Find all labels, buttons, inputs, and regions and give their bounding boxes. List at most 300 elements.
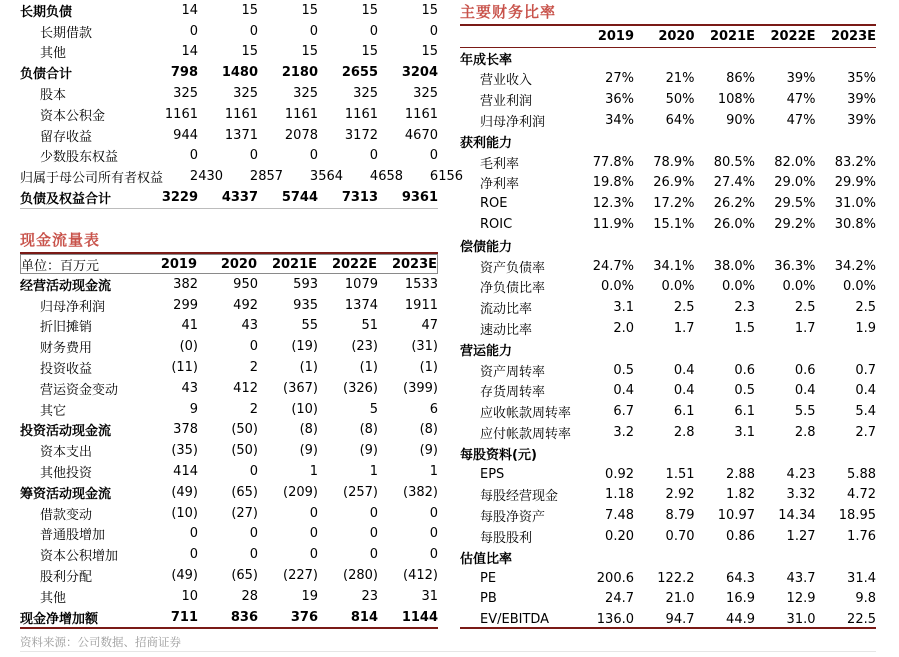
table-cell: 31.0 xyxy=(786,612,816,628)
row-label: 归母净利润 xyxy=(40,299,106,315)
table-row xyxy=(460,339,876,360)
row-label: 负债及权益合计 xyxy=(20,192,112,208)
table-row xyxy=(460,256,876,277)
year-header: 2022E xyxy=(770,28,816,44)
table-cell: 64.3 xyxy=(726,570,755,586)
table-cell: 43 xyxy=(181,380,198,396)
table-cell: (0) xyxy=(179,339,198,355)
table-cell: 0 xyxy=(429,23,438,39)
table-cell: 1161 xyxy=(344,106,378,122)
table-cell: 1144 xyxy=(401,609,438,625)
table-cell: 36.3% xyxy=(774,258,816,274)
row-label: 资本公积金 xyxy=(40,108,106,124)
table-row xyxy=(460,381,876,402)
table-cell: 1079 xyxy=(344,276,378,292)
table-cell: 6.1 xyxy=(734,404,755,420)
row-label: 资本支出 xyxy=(40,445,93,461)
table-cell: (326) xyxy=(343,380,378,396)
table-row xyxy=(460,568,876,589)
table-cell: (412) xyxy=(403,568,438,584)
table-cell: (209) xyxy=(283,484,318,500)
table-cell: 2.88 xyxy=(726,466,755,482)
row-label: 普通股增加 xyxy=(40,528,106,544)
table-row xyxy=(460,69,876,90)
table-cell: 43 xyxy=(241,318,258,334)
table-cell: 5.4 xyxy=(855,404,876,420)
table-cell: (50) xyxy=(231,422,258,438)
year-header: 2019 xyxy=(160,256,197,272)
table-cell: 26.9% xyxy=(653,175,695,191)
table-cell: (10) xyxy=(291,401,318,417)
table-row xyxy=(20,503,438,524)
table-cell: 814 xyxy=(350,609,378,625)
table-cell: 24.7% xyxy=(592,258,634,274)
table-cell: (10) xyxy=(171,505,198,521)
table-cell: 122.2 xyxy=(657,570,695,586)
table-cell: 39% xyxy=(786,71,816,87)
table-cell: 1.51 xyxy=(665,466,695,482)
table-row xyxy=(20,357,438,378)
table-cell: 5744 xyxy=(281,190,318,206)
table-cell: 3564 xyxy=(309,169,344,185)
table-cell: 382 xyxy=(173,276,198,292)
table-cell: 12.3% xyxy=(592,196,634,212)
table-cell: 0 xyxy=(189,526,198,542)
table-cell: (399) xyxy=(403,380,438,396)
table-row xyxy=(460,235,876,256)
table-cell: 200.6 xyxy=(596,570,634,586)
table-cell: 4670 xyxy=(404,127,438,143)
table-row xyxy=(20,378,438,399)
table-cell: (367) xyxy=(283,380,318,396)
table-cell: 26.2% xyxy=(713,196,755,212)
table-cell: 15 xyxy=(301,44,318,60)
table-row xyxy=(20,399,438,420)
year-header: 2019 xyxy=(597,28,634,44)
table-cell: 108% xyxy=(717,92,755,108)
table-cell: 77.8% xyxy=(592,154,634,170)
table-row xyxy=(20,187,438,208)
row-label: 净利率 xyxy=(480,177,520,193)
row-label: 营业利润 xyxy=(480,94,533,110)
table-cell: 1 xyxy=(369,464,378,480)
table-cell: (65) xyxy=(231,568,258,584)
year-header: 2020 xyxy=(658,28,695,44)
table-cell: 10 xyxy=(181,588,198,604)
table-cell: 10.97 xyxy=(717,508,755,524)
table-row xyxy=(460,547,876,568)
table-row xyxy=(20,0,438,21)
table-row xyxy=(460,48,876,69)
row-label: 归属于母公司所有者权益 xyxy=(20,171,164,187)
table-cell: 47% xyxy=(786,113,816,129)
year-header: 2021E xyxy=(709,28,755,44)
table-cell: 0.0% xyxy=(661,279,695,295)
table-cell: (227) xyxy=(283,568,318,584)
table-cell: 6.1 xyxy=(673,404,695,420)
table-cell: 26.0% xyxy=(713,217,755,233)
row-label: 资产负债率 xyxy=(480,260,546,276)
table-cell: 2.8 xyxy=(673,425,695,441)
table-cell: 376 xyxy=(290,609,318,625)
table-cell: 24.7 xyxy=(605,591,634,607)
table-cell: 944 xyxy=(173,127,198,143)
table-cell: (11) xyxy=(171,360,198,376)
table-cell: 0 xyxy=(309,547,318,563)
row-label: 营运资金变动 xyxy=(40,382,119,398)
table-cell: 0 xyxy=(369,23,378,39)
table-cell: 1371 xyxy=(224,127,258,143)
unit-label: 单位：百万元 xyxy=(21,258,100,274)
table-cell: 51 xyxy=(361,318,378,334)
table-cell: 41 xyxy=(181,318,198,334)
table-cell: 0.5 xyxy=(734,383,755,399)
table-cell: 7313 xyxy=(341,190,378,206)
table-cell: 1533 xyxy=(404,276,438,292)
row-label: 少数股东权益 xyxy=(40,150,119,166)
table-cell: 0 xyxy=(249,339,258,355)
table-cell: (1) xyxy=(359,360,378,376)
balance-sheet-divider xyxy=(20,208,438,209)
year-header: 2023E xyxy=(391,256,437,272)
table-row xyxy=(20,586,438,607)
cash-flow-header-row xyxy=(20,254,438,274)
table-cell: 3172 xyxy=(344,127,378,143)
table-cell: 325 xyxy=(293,86,318,102)
table-cell: 1161 xyxy=(404,106,438,122)
table-cell: 15 xyxy=(361,44,378,60)
table-row xyxy=(20,125,438,146)
table-cell: 2655 xyxy=(341,65,378,81)
table-cell: 5.5 xyxy=(794,404,816,420)
row-label: 财务费用 xyxy=(40,341,93,357)
table-cell: 0 xyxy=(369,505,378,521)
table-cell: 0.4 xyxy=(794,383,816,399)
table-row xyxy=(20,42,438,63)
table-cell: 0.0% xyxy=(842,279,876,295)
table-cell: 64% xyxy=(665,113,695,129)
table-cell: 0 xyxy=(189,547,198,563)
table-row xyxy=(460,173,876,194)
row-label: 归母净利润 xyxy=(480,115,546,131)
table-cell: 1911 xyxy=(404,297,438,313)
table-row xyxy=(20,274,438,295)
table-cell: 16.9 xyxy=(726,591,755,607)
table-cell: 1.27 xyxy=(786,529,816,545)
table-cell: 593 xyxy=(293,276,318,292)
table-cell: (49) xyxy=(171,484,198,500)
table-cell: 0 xyxy=(429,505,438,521)
row-label: 应收帐款周转率 xyxy=(480,406,572,422)
table-cell: 9.8 xyxy=(855,591,876,607)
table-cell: 1374 xyxy=(344,297,378,313)
table-cell: 15 xyxy=(241,2,258,18)
table-cell: 0.6 xyxy=(734,362,755,378)
row-label: 筹资活动现金流 xyxy=(20,486,112,502)
table-cell: 0.6 xyxy=(794,362,816,378)
table-row xyxy=(460,360,876,381)
table-cell: (65) xyxy=(231,484,258,500)
table-cell: 0.0% xyxy=(782,279,816,295)
table-cell: (23) xyxy=(351,339,378,355)
table-cell: 0.86 xyxy=(726,529,755,545)
table-cell: (19) xyxy=(291,339,318,355)
row-label: 经营活动现金流 xyxy=(20,278,112,294)
table-cell: 492 xyxy=(233,297,258,313)
row-label: 每股股利 xyxy=(480,531,533,547)
table-row xyxy=(460,443,876,464)
table-cell: 2.3 xyxy=(734,300,755,316)
table-cell: 299 xyxy=(173,297,198,313)
row-label: 净负债比率 xyxy=(480,281,546,297)
table-row xyxy=(460,485,876,506)
table-cell: (35) xyxy=(171,443,198,459)
row-label: EV/EBITDA xyxy=(480,612,550,628)
table-cell: 2078 xyxy=(284,127,318,143)
row-label: 留存收益 xyxy=(40,129,93,145)
table-row xyxy=(20,295,438,316)
table-cell: 0 xyxy=(249,23,258,39)
table-cell: 15 xyxy=(241,44,258,60)
table-cell: (1) xyxy=(419,360,438,376)
table-cell: 18.95 xyxy=(838,508,876,524)
table-cell: 50% xyxy=(665,92,695,108)
table-cell: 2.5 xyxy=(673,300,695,316)
row-label: PE xyxy=(480,570,497,586)
table-cell: 378 xyxy=(173,422,198,438)
table-cell: 14 xyxy=(181,2,198,18)
table-cell: 1 xyxy=(309,464,318,480)
table-cell: (257) xyxy=(343,484,378,500)
table-row xyxy=(460,526,876,547)
table-cell: 9 xyxy=(189,401,198,417)
table-cell: 34.2% xyxy=(834,258,876,274)
table-cell: 14.34 xyxy=(778,508,816,524)
table-cell: 29.5% xyxy=(774,196,816,212)
table-cell: (9) xyxy=(359,443,378,459)
table-cell: 0.4 xyxy=(855,383,876,399)
table-cell: 35% xyxy=(847,71,876,87)
row-label: 其他 xyxy=(40,590,67,606)
table-cell: 28 xyxy=(241,588,258,604)
table-cell: 15 xyxy=(421,2,438,18)
table-cell: 78.9% xyxy=(653,154,695,170)
table-cell: 2.5 xyxy=(794,300,816,316)
row-label: 存货周转率 xyxy=(480,385,546,401)
row-label: 年成长率 xyxy=(460,52,513,68)
table-cell: 21.0 xyxy=(665,591,695,607)
table-row xyxy=(20,544,438,565)
table-row xyxy=(460,401,876,422)
table-cell: 5 xyxy=(369,401,378,417)
table-cell: 0.70 xyxy=(665,529,695,545)
table-cell: 2.92 xyxy=(665,487,695,503)
row-label: 速动比率 xyxy=(480,323,533,339)
row-label: 股本 xyxy=(40,88,67,104)
table-cell: 4658 xyxy=(369,169,404,185)
row-label: 营业收入 xyxy=(480,73,533,89)
table-cell: 2180 xyxy=(281,65,318,81)
year-header: 2021E xyxy=(271,256,317,272)
table-cell: (27) xyxy=(231,505,258,521)
row-label: 投资收益 xyxy=(40,362,93,378)
table-cell: 325 xyxy=(413,86,438,102)
table-cell: 1161 xyxy=(284,106,318,122)
table-cell: 4.72 xyxy=(847,487,876,503)
balance-sheet-table xyxy=(20,0,464,208)
table-cell: 21% xyxy=(665,71,695,87)
table-row xyxy=(20,420,438,441)
table-cell: 0 xyxy=(429,547,438,563)
row-label: 估值比率 xyxy=(460,551,513,567)
table-cell: 19 xyxy=(301,588,318,604)
table-cell: 414 xyxy=(173,464,198,480)
row-label: 负债合计 xyxy=(20,67,73,83)
table-cell: 29.9% xyxy=(834,175,876,191)
table-cell: 47 xyxy=(421,318,438,334)
table-cell: 0 xyxy=(309,505,318,521)
table-cell: 0 xyxy=(369,547,378,563)
table-cell: 31.0% xyxy=(834,196,876,212)
table-cell: 2430 xyxy=(189,169,224,185)
source-note: 资料来源：公司数据、招商证券 xyxy=(20,635,181,649)
row-label: 偿债能力 xyxy=(460,239,513,255)
table-cell: 86% xyxy=(726,71,755,87)
table-cell: 27.4% xyxy=(713,175,755,191)
row-label: 每股经营现金 xyxy=(480,489,559,505)
table-cell: 0 xyxy=(429,148,438,164)
table-row xyxy=(20,316,438,337)
table-cell: 4337 xyxy=(221,190,258,206)
cash-flow-bottom-rule xyxy=(20,627,438,629)
table-cell: 3.1 xyxy=(613,300,634,316)
table-row xyxy=(460,110,876,131)
table-cell: 7.48 xyxy=(605,508,634,524)
table-row xyxy=(460,277,876,298)
table-cell: 0 xyxy=(249,464,258,480)
table-row xyxy=(460,131,876,152)
table-cell: 950 xyxy=(233,276,258,292)
table-cell: 14 xyxy=(181,44,198,60)
row-label: 其他投资 xyxy=(40,466,93,482)
row-label: 借款变动 xyxy=(40,507,93,523)
table-cell: 29.0% xyxy=(774,175,816,191)
table-cell: 325 xyxy=(353,86,378,102)
row-label: 每股净资产 xyxy=(480,510,546,526)
table-cell: (280) xyxy=(343,568,378,584)
table-row xyxy=(20,607,438,628)
row-label: 资本公积增加 xyxy=(40,549,119,565)
table-cell: 44.9 xyxy=(726,612,755,628)
table-row xyxy=(460,89,876,110)
ratios-header-row xyxy=(460,26,876,48)
table-cell: 43.7 xyxy=(786,570,816,586)
table-cell: (382) xyxy=(403,484,438,500)
table-cell: 94.7 xyxy=(665,612,695,628)
footer-divider xyxy=(20,651,876,652)
row-label: 获利能力 xyxy=(460,135,513,151)
year-header: 2022E xyxy=(331,256,377,272)
table-cell: 12.9 xyxy=(786,591,816,607)
table-cell: 27% xyxy=(605,71,634,87)
ratios-table xyxy=(460,0,876,630)
row-label: 现金净增加额 xyxy=(20,611,99,627)
table-cell: (8) xyxy=(419,422,438,438)
table-cell: 1.18 xyxy=(605,487,634,503)
table-cell: (8) xyxy=(359,422,378,438)
table-cell: 3229 xyxy=(161,190,198,206)
table-cell: 935 xyxy=(293,297,318,313)
table-cell: 38.0% xyxy=(713,258,755,274)
table-cell: 55 xyxy=(301,318,318,334)
table-row xyxy=(460,422,876,443)
year-header: 2023E xyxy=(830,28,876,44)
table-cell: 0 xyxy=(309,23,318,39)
row-label: 股利分配 xyxy=(40,570,93,586)
table-cell: 1480 xyxy=(221,65,258,81)
year-header: 2020 xyxy=(220,256,257,272)
cash-flow-table xyxy=(20,228,438,628)
table-cell: 82.0% xyxy=(774,154,816,170)
table-row xyxy=(20,21,438,42)
table-cell: 1.7 xyxy=(794,321,816,337)
table-cell: 325 xyxy=(173,86,198,102)
row-label: 折旧摊销 xyxy=(40,320,93,336)
table-cell: 0 xyxy=(369,148,378,164)
table-cell: 83.2% xyxy=(834,154,876,170)
table-cell: 0 xyxy=(309,148,318,164)
table-row xyxy=(20,146,438,167)
table-cell: (9) xyxy=(419,443,438,459)
row-label: 长期借款 xyxy=(40,25,93,41)
table-cell: 0 xyxy=(249,148,258,164)
table-cell: 15 xyxy=(421,44,438,60)
table-cell: 0.0% xyxy=(600,279,634,295)
table-cell: 0.4 xyxy=(613,383,634,399)
table-row xyxy=(20,83,438,104)
table-cell: 3.1 xyxy=(734,425,755,441)
row-label: 应付帐款周转率 xyxy=(480,427,572,443)
table-row xyxy=(20,482,438,503)
table-cell: 2.0 xyxy=(613,321,634,337)
table-cell: 47% xyxy=(786,92,816,108)
table-row xyxy=(20,104,438,125)
table-cell: 2.7 xyxy=(855,425,876,441)
ratios-title: 主要财务比率 xyxy=(460,0,876,26)
table-cell: 34% xyxy=(605,113,634,129)
table-cell: 39% xyxy=(847,92,876,108)
table-cell: 2.5 xyxy=(855,300,876,316)
table-cell: 0 xyxy=(189,23,198,39)
table-cell: 2 xyxy=(249,401,258,417)
table-cell: 325 xyxy=(233,86,258,102)
table-row xyxy=(460,193,876,214)
table-row xyxy=(460,464,876,485)
table-cell: 1161 xyxy=(164,106,198,122)
table-cell: 9361 xyxy=(401,190,438,206)
table-row xyxy=(460,152,876,173)
table-cell: 0.7 xyxy=(855,362,876,378)
table-row xyxy=(20,440,438,461)
table-cell: 1.82 xyxy=(726,487,755,503)
table-row xyxy=(460,214,876,235)
table-row xyxy=(460,589,876,610)
table-cell: 0.20 xyxy=(605,529,634,545)
table-cell: 15 xyxy=(361,2,378,18)
table-cell: 6 xyxy=(429,401,438,417)
table-cell: (50) xyxy=(231,443,258,459)
row-label: EPS xyxy=(480,466,505,482)
